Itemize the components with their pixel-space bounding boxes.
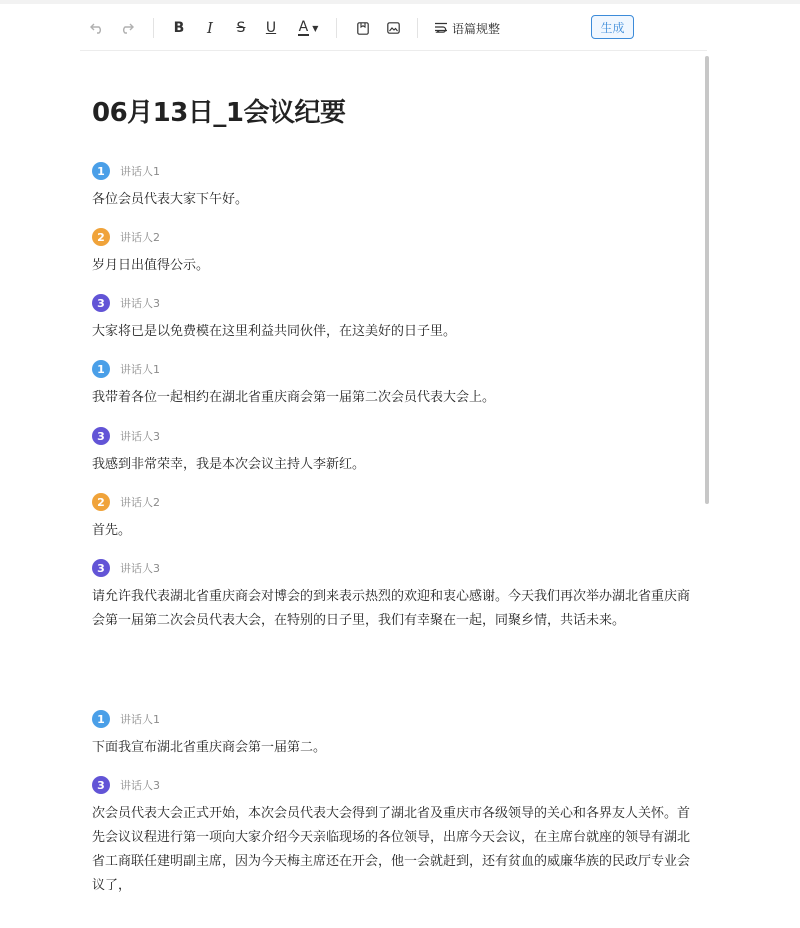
speaker-row	[92, 360, 697, 378]
scrollbar-thumb[interactable]	[705, 56, 709, 504]
note-icon[interactable]	[354, 17, 372, 39]
image-icon[interactable]	[384, 17, 402, 39]
utterance-text[interactable]: 次会员代表大会正式开始，本次会员代表大会得到了湖北省及重庆市各级领导的关心和各界友人关怀。首先会议议程进行第一项向大家介绍今天亲临现场的各位领导，出席今天会议，在主席台就座的领导有湖北省工商联任建明副主席，因为今天梅主席还在开会，他一会就赶到，还有贫血的威廉华族的民政厅专业会议了，	[92, 806, 691, 893]
speaker-number-badge: 2	[92, 493, 110, 511]
transcript-segment	[92, 493, 697, 543]
generate-button[interactable]: 生成	[591, 15, 634, 39]
speaker-number-badge: 3	[92, 427, 110, 445]
speaker-name: 讲话人1	[120, 363, 160, 376]
transcript-segment	[92, 294, 697, 344]
utterance-text[interactable]: 我感到非常荣幸，我是本次会议主持人李新红。	[92, 457, 366, 472]
toolbar-divider	[153, 18, 154, 38]
speaker-name: 讲话人3	[120, 297, 160, 310]
speaker-number-badge: 3	[92, 294, 110, 312]
page-title: 06月13日_1会议纪要	[92, 98, 346, 128]
italic-icon[interactable]: I	[207, 19, 213, 37]
undo-icon[interactable]	[88, 17, 106, 39]
speaker-name: 讲话人2	[120, 496, 160, 509]
transcript-segment	[92, 228, 697, 278]
speaker-name: 讲话人1	[120, 165, 160, 178]
speaker-number-badge: 1	[92, 162, 110, 180]
utterance-text[interactable]: 岁月日出值得公示。	[92, 258, 210, 273]
transcript-segment	[92, 162, 697, 212]
speaker-number-badge: 2	[92, 228, 110, 246]
speaker-row	[92, 776, 697, 794]
transcript-segment	[92, 559, 697, 633]
editor-toolbar	[80, 4, 707, 51]
speaker-number-badge: 3	[92, 776, 110, 794]
speaker-number-badge: 1	[92, 360, 110, 378]
utterance-text[interactable]: 大家将已是以免费模在这里利益共同伙伴，在这美好的日子里。	[92, 324, 457, 339]
utterance-text[interactable]: 各位会员代表大家下午好。	[92, 192, 249, 207]
speaker-row	[92, 294, 697, 312]
speaker-row	[92, 710, 697, 728]
bold-icon[interactable]: B	[173, 20, 185, 36]
toolbar-divider	[417, 18, 418, 38]
speaker-number-badge: 3	[92, 559, 110, 577]
strikethrough-icon[interactable]: S	[236, 20, 246, 36]
transcript-segment	[92, 776, 697, 898]
font-color-icon[interactable]: A ▼	[298, 19, 319, 35]
format-icon	[434, 22, 448, 35]
format-button[interactable]	[434, 17, 506, 39]
toolbar-divider	[336, 18, 337, 38]
transcript-segment	[92, 710, 697, 760]
speaker-name: 讲话人1	[120, 713, 160, 726]
utterance-text[interactable]: 下面我宣布湖北省重庆商会第一届第二。	[92, 740, 327, 755]
underline-icon[interactable]: U	[265, 20, 277, 36]
speaker-number-badge: 1	[92, 710, 110, 728]
utterance-text[interactable]: 请允许我代表湖北省重庆商会对博会的到来表示热烈的欢迎和衷心感谢。今天我们再次举办湖北省重庆商会第一届第二次会员代表大会，在特别的日子里，我们有幸聚在一起，同聚乡情，共话未来。	[92, 589, 691, 628]
speaker-row	[92, 493, 697, 511]
speaker-row	[92, 228, 697, 246]
speaker-row	[92, 162, 697, 180]
speaker-row	[92, 427, 697, 445]
utterance-text[interactable]: 我带着各位一起相约在湖北省重庆商会第一届第二次会员代表大会上。	[92, 390, 496, 405]
transcript-segment	[92, 427, 697, 477]
utterance-text[interactable]: 首先。	[92, 523, 132, 538]
speaker-name: 讲话人3	[120, 430, 160, 443]
speaker-name: 讲话人3	[120, 779, 160, 792]
transcript-segment	[92, 360, 697, 410]
speaker-name: 讲话人2	[120, 231, 160, 244]
redo-icon[interactable]	[118, 17, 136, 39]
chevron-down-icon: ▼	[312, 23, 319, 33]
speaker-name: 讲话人3	[120, 562, 160, 575]
format-label: 语篇规整	[452, 21, 501, 36]
speaker-row	[92, 559, 697, 577]
